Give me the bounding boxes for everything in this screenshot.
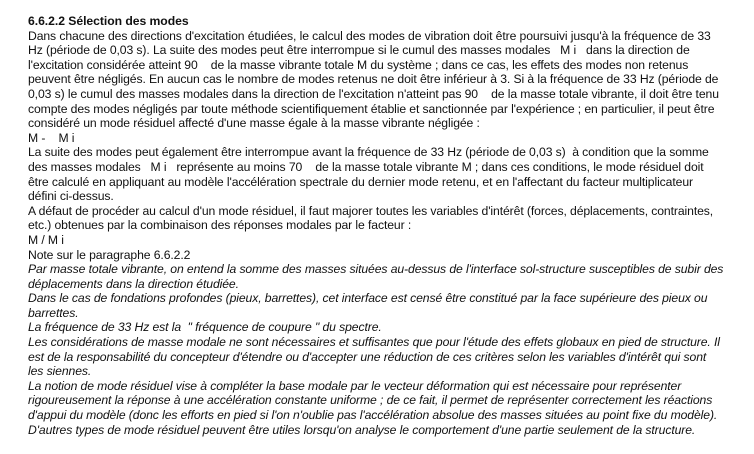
body-line: des masses modales M i représente au moins 70 de la masse totale vibrante M ; dans ces conditions, le mode résiduel doit — [28, 159, 704, 174]
note-line: barrettes. — [28, 305, 79, 320]
body-line: etc.) obtenues par la combinaison des réponses modales par le facteur : — [28, 218, 412, 233]
section-heading: 6.6.2.2 Sélection des modes — [28, 14, 189, 28]
note-line: Dans le cas de fondations profondes (pieux, barrettes), cet interface est censé être constitué par la face supérieure des pieux ou — [28, 291, 708, 306]
body-line: Hz (période de 0,03 s). La suite des modes peut être interrompue si le cumul des masses modales M i dans la direction de — [28, 43, 690, 58]
note-line: La notion de mode résiduel vise à compléter la base modale par le vecteur déformation qui est nécessaire pour représenter — [28, 378, 682, 393]
body-line: La suite des modes peut également être interrompue avant la fréquence de 33 Hz (période de 0,03 s) à condition que la somme — [28, 145, 709, 160]
formula-factor: M / M i — [28, 232, 64, 247]
body-line: considéré un mode résiduel affecté d'une masse égale à la masse vibrante négligée : — [28, 116, 480, 131]
note-line: est de la responsabilité du concepteur d'étendre ou d'accepter une réduction de ces critères selon les variables d'intérêt qui sont — [28, 349, 707, 364]
note-line: rigoureusement la réponse à une accélération constante uniforme ; de ce fait, il permet de représenter correctement les réactions — [28, 393, 713, 408]
note-line: D'autres types de mode résiduel peuvent être utiles lorsqu'on analyse le comportement d'une partie seulement de la structure. — [28, 422, 696, 437]
note-line: La fréquence de 33 Hz est la " fréquence de coupure " du spectre. — [28, 320, 382, 335]
note-line: déplacements dans la direction étudiée. — [28, 276, 239, 291]
note-line: Par masse totale vibrante, on entend la somme des masses situées au-dessus de l'interface sol-structure susceptibles de subir des — [28, 262, 724, 277]
body-line: être calculé en appliquant au modèle l'accélération spectrale du dernier mode retenu, et en l'affectant du facteur multiplicateur — [28, 174, 693, 189]
body-line: compte des modes négligés par toute méthode scientifiquement établie et sanctionnée par l'expérience ; en particulier, il peut être — [28, 101, 715, 116]
body-line: A défaut de procéder au calcul d'un mode résiduel, il faut majorer toutes les variables d'intérêt (forces, déplacements, contraintes, — [28, 203, 714, 218]
body-line: peuvent être négligés. En aucun cas le nombre de modes retenus ne doit être inférieur à 3. Si à la fréquence de 33 Hz (période de — [28, 72, 719, 87]
note-line: les siennes. — [28, 364, 92, 379]
note-line: Les considérations de masse modale ne sont nécessaires et suffisantes que pour l'étude des effets globaux en pied de structure. Il — [28, 335, 720, 350]
body-line: l'excitation considérée atteint 90 de la masse vibrante totale M du système ; dans ce cas, les effets des modes non retenus — [28, 57, 689, 72]
body-line: Dans chacune des directions d'excitation étudiées, le calcul des modes de vibration doit être poursuivi jusqu'à la fréquence de 33 — [28, 28, 711, 43]
note-title: Note sur le paragraphe 6.6.2.2 — [28, 247, 191, 262]
body-line: défini ci-dessus. — [28, 189, 114, 204]
body-line: 0,03 s) le cumul des masses modales dans la direction de l'excitation n'atteint pas 90 de la masse totale vibrante, il doit être tenu — [28, 86, 719, 101]
note-line: d'appui du modèle (donc les efforts en pied si l'on n'oublie pas l'accélération absolue des masses situées au point fixe du modèle). — [28, 408, 718, 423]
formula-residual-mass: M - M i — [28, 130, 75, 145]
